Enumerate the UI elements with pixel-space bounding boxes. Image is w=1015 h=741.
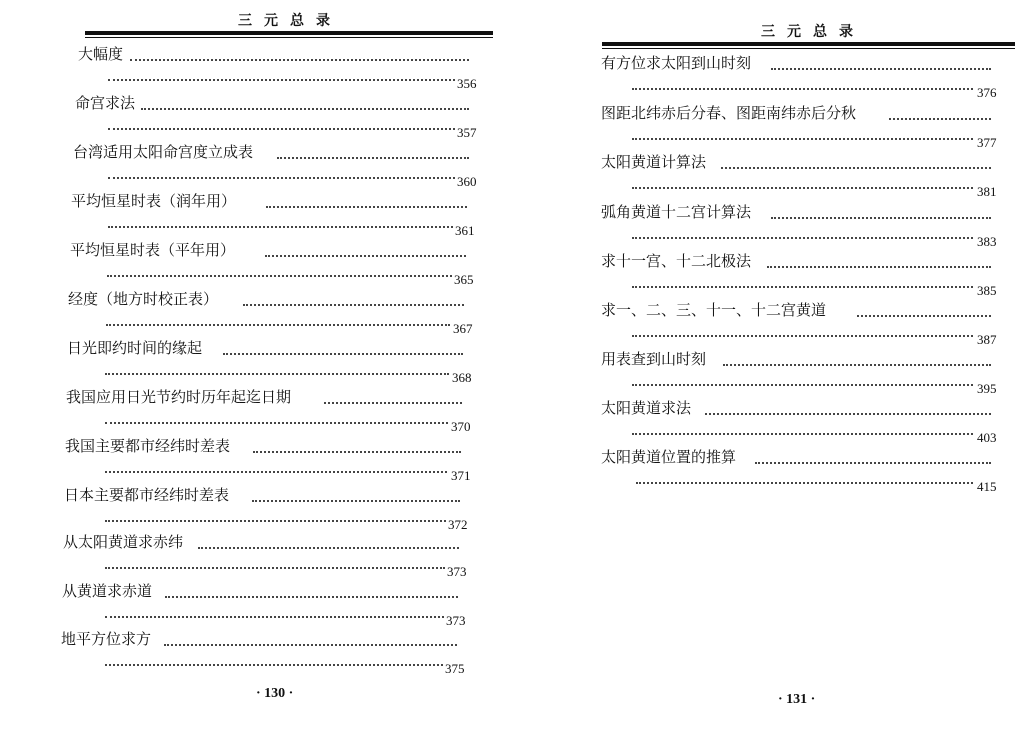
page-number-footer: · 130 ·	[256, 686, 294, 701]
dot-leader	[277, 157, 469, 159]
entry-title: 太阳黄道求法	[601, 399, 692, 417]
entry-title: 图距北纬赤后分春、图距南纬赤后分秋	[601, 104, 857, 122]
entry-title: 命宫求法	[75, 94, 136, 112]
entry-title: 从黄道求赤道	[62, 582, 153, 600]
dot-leader	[108, 128, 455, 130]
dot-leader	[164, 644, 457, 646]
page-number: 356	[457, 76, 477, 91]
dot-leader	[105, 471, 447, 473]
dot-leader	[632, 335, 973, 337]
page-number: 373	[447, 564, 467, 579]
dot-leader	[108, 79, 455, 81]
entry-title: 日光即约时间的缘起	[67, 339, 203, 357]
entry-title: 大幅度	[78, 45, 124, 63]
entry-title: 我国应用日光节约时历年起迄日期	[66, 388, 292, 406]
dot-leader	[141, 108, 469, 110]
entry-title: 地平方位求方	[61, 630, 152, 648]
dot-leader	[721, 167, 991, 169]
dot-leader	[632, 433, 973, 435]
page-number: 381	[977, 184, 997, 199]
dot-leader	[632, 237, 973, 239]
dot-leader	[632, 88, 973, 90]
entry-title: 从太阳黄道求赤纬	[63, 533, 184, 551]
dot-leader	[889, 118, 991, 120]
entry-title: 太阳黄道计算法	[601, 153, 707, 171]
left-page	[0, 0, 507, 741]
dot-leader	[165, 596, 458, 598]
dot-leader	[771, 68, 991, 70]
dot-leader	[108, 226, 453, 228]
page-number: 367	[453, 321, 473, 336]
page-number: 387	[977, 332, 997, 347]
entry-title: 我国主要都市经纬时差表	[65, 437, 231, 455]
page-number: 373	[446, 613, 466, 628]
dot-leader	[265, 255, 466, 257]
entry-title: 太阳黄道位置的推算	[601, 448, 737, 466]
page-number: 360	[457, 174, 477, 189]
dot-leader	[108, 177, 455, 179]
dot-leader	[198, 547, 459, 549]
dot-leader	[771, 217, 991, 219]
dot-leader	[632, 187, 973, 189]
entry-title: 弧角黄道十二宫计算法	[601, 203, 752, 221]
dot-leader	[106, 324, 450, 326]
page-number: 383	[977, 234, 997, 249]
dot-leader	[105, 616, 444, 618]
dot-leader	[243, 304, 464, 306]
running-header: 三元总录	[761, 24, 865, 40]
dot-leader	[130, 59, 469, 61]
right-page	[507, 0, 1015, 741]
entry-title: 平均恒星时表（平年用）	[70, 241, 236, 259]
page-number: 403	[977, 430, 997, 445]
page-number: 365	[454, 272, 474, 287]
dot-leader	[723, 364, 991, 366]
entry-title: 日本主要都市经纬时差表	[64, 486, 230, 504]
header-rule-thick	[85, 31, 493, 35]
page-number: 375	[445, 661, 465, 676]
entry-title: 求一、二、三、十一、十二宫黄道	[601, 301, 827, 319]
dot-leader	[632, 138, 973, 140]
dot-leader	[636, 482, 973, 484]
running-header: 三元总录	[238, 13, 342, 29]
dot-leader	[705, 413, 991, 415]
page-number: 385	[977, 283, 997, 298]
page-number: 361	[455, 223, 475, 238]
entry-title: 求十一宫、十二北极法	[601, 252, 752, 270]
entry-title: 经度（地方时校正表）	[68, 290, 219, 308]
page-number: 372	[448, 517, 468, 532]
dot-leader	[105, 567, 445, 569]
dot-leader	[107, 275, 452, 277]
header-rule-thin	[602, 48, 1015, 49]
page-number: 357	[457, 125, 477, 140]
header-rule-thin	[85, 37, 493, 38]
page-number: 368	[452, 370, 472, 385]
dot-leader	[105, 520, 446, 522]
dot-leader	[252, 500, 460, 502]
page-number: 371	[451, 468, 471, 483]
header-rule-thick	[602, 42, 1015, 46]
dot-leader	[223, 353, 463, 355]
entry-title: 台湾适用太阳命宫度立成表	[73, 143, 254, 161]
page-number: 415	[977, 479, 997, 494]
entry-title: 有方位求太阳到山时刻	[601, 54, 752, 72]
dot-leader	[632, 384, 973, 386]
entry-title: 用表查到山时刻	[601, 350, 707, 368]
dot-leader	[767, 266, 991, 268]
dot-leader	[105, 422, 448, 424]
page-number: 376	[977, 85, 997, 100]
dot-leader	[857, 315, 991, 317]
entry-title: 平均恒星时表（润年用）	[71, 192, 237, 210]
page-number: 395	[977, 381, 997, 396]
dot-leader	[324, 402, 462, 404]
dot-leader	[632, 286, 973, 288]
page-number: 370	[451, 419, 471, 434]
dot-leader	[253, 451, 461, 453]
dot-leader	[755, 462, 991, 464]
page-number: 377	[977, 135, 997, 150]
dot-leader	[266, 206, 467, 208]
page-number-footer: · 131 ·	[778, 692, 816, 707]
dot-leader	[105, 373, 449, 375]
dot-leader	[105, 664, 443, 666]
